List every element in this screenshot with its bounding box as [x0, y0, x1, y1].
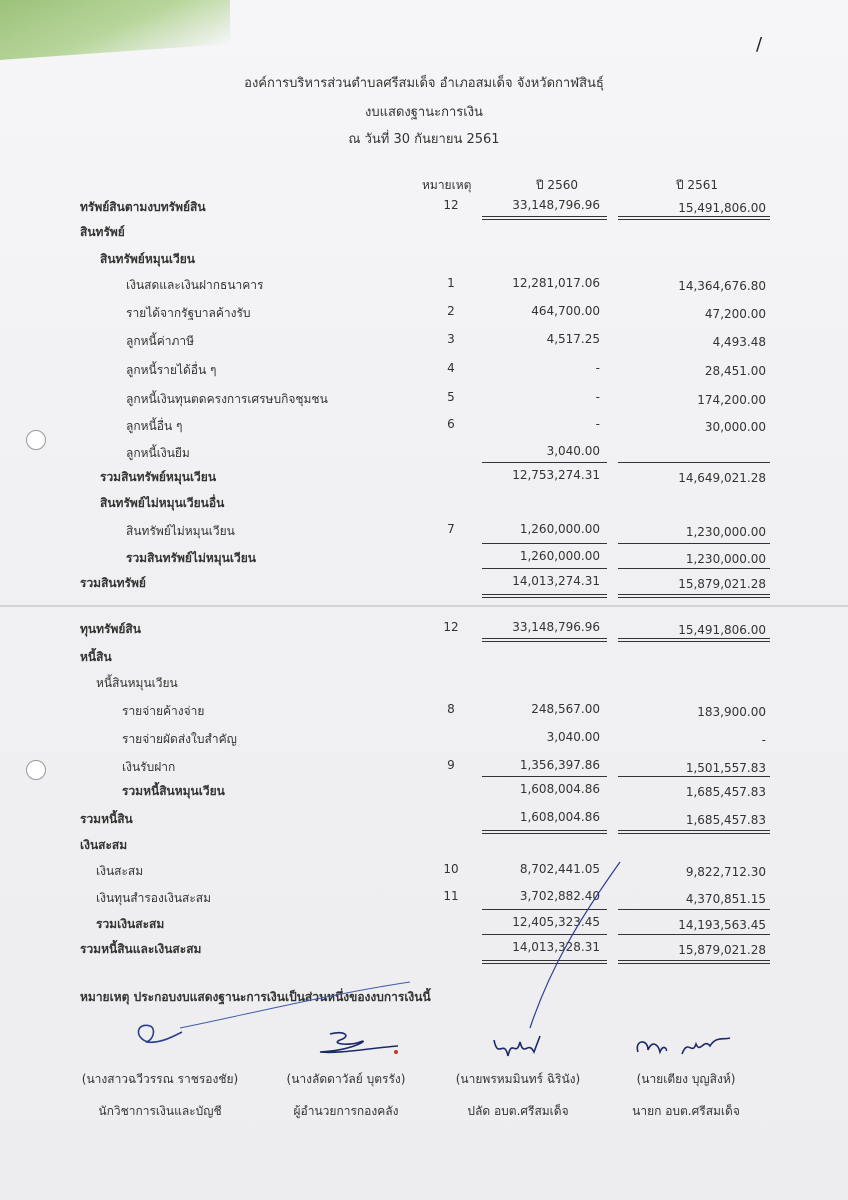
row-value-2561: 15,491,806.00 [678, 623, 766, 637]
signatory-2-role: ผู้อำนวยการกองคลัง [293, 1104, 399, 1118]
row-label: ลูกหนี้รายได้อื่น ๆ [126, 363, 217, 377]
row-value-2561: 15,879,021.28 [678, 577, 766, 591]
row-value-2560: - [595, 390, 600, 404]
row-value-2561: 174,200.00 [697, 393, 766, 407]
signature-stroke-line [180, 858, 640, 1038]
rule-line [482, 594, 607, 595]
row-value-2560: 14,013,328.31 [512, 940, 600, 954]
rule-line [482, 462, 607, 463]
row-label: รวมสินทรัพย์ [80, 576, 146, 590]
rule-line [618, 638, 770, 639]
rule-line [482, 543, 607, 544]
row-label: หนี้สิน [80, 650, 112, 664]
row-value-2560: 4,517.25 [546, 332, 600, 346]
row-value-2560: 3,040.00 [546, 444, 600, 458]
rule-line [482, 638, 607, 639]
row-value-2561: 14,649,021.28 [678, 471, 766, 485]
paper-fold [0, 605, 848, 607]
rule-line [482, 776, 607, 777]
rule-line [482, 216, 607, 217]
row-label: ทุนทรัพย์สิน [80, 622, 141, 636]
row-label: หนี้สินหมุนเวียน [96, 676, 178, 690]
rule-line [618, 462, 770, 463]
rule-line [618, 934, 770, 935]
row-note: 2 [447, 304, 455, 318]
signature-4 [630, 1030, 740, 1064]
rule-line [482, 641, 607, 642]
row-value-2560: 464,700.00 [531, 304, 600, 318]
row-label: สินทรัพย์หมุนเวียน [100, 252, 195, 266]
row-label: รวมหนี้สินและเงินสะสม [80, 942, 202, 956]
row-value-2560: 1,608,004.86 [519, 782, 600, 796]
rule-line [618, 776, 770, 777]
row-value-2560: 33,148,796.96 [512, 620, 600, 634]
row-label: สินทรัพย์ [80, 225, 125, 239]
row-value-2561: 1,230,000.00 [685, 525, 766, 539]
statement-title: งบแสดงฐานะการเงิน [365, 105, 483, 120]
rule-line [618, 594, 770, 595]
punch-hole-bottom [26, 760, 46, 780]
row-value-2560: 1,608,004.86 [519, 810, 600, 824]
row-value-2561: 1,230,000.00 [685, 552, 766, 566]
rule-line [618, 833, 770, 834]
statement-date: ณ วันที่ 30 กันยายน 2561 [348, 132, 500, 147]
row-label: รวมสินทรัพย์ไม่หมุนเวียน [126, 551, 256, 565]
col-y2-header: ปี 2561 [676, 178, 718, 192]
row-note: 1 [447, 276, 455, 290]
row-label: รายจ่ายผัดส่งใบสำคัญ [122, 732, 237, 746]
row-label: รวมเงินสะสม [96, 917, 165, 931]
row-label: ลูกหนี้เงินยืม [126, 446, 190, 460]
row-label: ทรัพย์สินตามงบทรัพย์สิน [80, 200, 206, 214]
row-label: รวมหนี้สินหมุนเวียน [122, 784, 225, 798]
rule-line [482, 568, 607, 569]
row-note: 11 [443, 889, 459, 903]
row-value-2561: 15,879,021.28 [678, 943, 766, 957]
row-note: 8 [447, 702, 455, 716]
rule-line [618, 909, 770, 910]
row-value-2560: 8,702,441.05 [519, 862, 600, 876]
row-label: เงินรับฝาก [122, 760, 176, 774]
row-label: สินทรัพย์ไม่หมุนเวียน [126, 524, 235, 538]
row-value-2561: 15,491,806.00 [678, 201, 766, 215]
signatory-3-name: (นายพรหมมินทร์ ฉิรินัง) [455, 1072, 581, 1086]
rule-line [618, 219, 770, 220]
row-label: เงินสะสม [80, 838, 128, 852]
rule-line [618, 963, 770, 964]
row-value-2561: 14,193,563.45 [678, 918, 766, 932]
row-value-2561: 28,451.00 [704, 364, 766, 378]
row-value-2560: 1,260,000.00 [519, 522, 600, 536]
row-label: ลูกหนี้ค่าภาษี [126, 334, 195, 348]
rule-line [618, 543, 770, 544]
rule-line [482, 833, 607, 834]
row-value-2560: 12,281,017.06 [512, 276, 600, 290]
rule-line [618, 960, 770, 961]
col-note-header: หมายเหตุ [422, 178, 472, 192]
row-note: 12 [443, 198, 459, 212]
rule-line [618, 597, 770, 598]
signatory-1-name: (นางสาวฉวีวรรณ ราชรองชัย) [81, 1072, 239, 1086]
rule-line [482, 219, 607, 220]
rule-line [482, 830, 607, 831]
org-name: องค์การบริหารส่วนตำบลศรีสมเด็จ อำเภอสมเด็จ จังหวัดกาฬสินธุ์ [244, 76, 604, 91]
row-label: ลูกหนี้เงินทุนตดครงการเศรษบกิจชุมชน [126, 392, 328, 406]
rule-line [618, 830, 770, 831]
rule-line [618, 641, 770, 642]
row-label: เงินทุนสำรองเงินสะสม [96, 891, 212, 905]
row-value-2560: 1,356,397.86 [519, 758, 600, 772]
row-value-2561: 30,000.00 [704, 420, 766, 434]
row-label: สินทรัพย์ไม่หมุนเวียนอื่น [100, 496, 225, 510]
row-value-2560: 14,013,274.31 [512, 574, 600, 588]
row-note: 12 [443, 620, 459, 634]
row-label: ลูกหนี้อื่น ๆ [126, 419, 183, 433]
row-value-2560: 248,567.00 [531, 702, 600, 716]
row-value-2560: 12,753,274.31 [512, 468, 600, 482]
row-value-2561: 4,493.48 [712, 335, 766, 349]
signatory-1-role: นักวิชาการเงินและบัญชี [98, 1104, 222, 1118]
row-note: 4 [447, 361, 455, 375]
signatory-2-name: (นางลัดดาวัลย์ บุตรรัง) [286, 1072, 406, 1086]
row-note: 5 [447, 390, 455, 404]
row-value-2561: 14,364,676.80 [678, 279, 766, 293]
rule-line [482, 597, 607, 598]
row-value-2560: 12,405,323.45 [512, 915, 600, 929]
signatory-4-name: (นายเตียง บุญสิงห์) [636, 1072, 736, 1086]
col-y1-header: ปี 2560 [536, 178, 578, 192]
row-label: รายได้จากรัฐบาลค้างรับ [126, 306, 251, 320]
row-note: 10 [443, 862, 459, 876]
row-value-2561: - [761, 733, 766, 747]
footnote-text: หมายเหตุ ประกอบงบแสดงฐานะการเงินเป็นส่วนหนึ่งของงบการเงินนี้ [80, 990, 431, 1004]
row-value-2561: 1,501,557.83 [685, 761, 766, 775]
row-value-2561: 4,370,851.15 [685, 892, 766, 906]
row-value-2561: 183,900.00 [697, 705, 766, 719]
row-value-2560: 1,260,000.00 [519, 549, 600, 563]
row-note: 3 [447, 332, 455, 346]
row-value-2561: 1,685,457.83 [685, 813, 766, 827]
rule-line [618, 568, 770, 569]
row-label: เงินสดและเงินฝากธนาคาร [126, 278, 264, 292]
row-note: 9 [447, 758, 455, 772]
row-label: รวมหนี้สิน [80, 812, 133, 826]
row-value-2560: - [595, 361, 600, 375]
rule-line [618, 216, 770, 217]
row-value-2560: 3,702,882.40 [519, 889, 600, 903]
green-folder-tab [0, 0, 230, 60]
row-label: เงินสะสม [96, 864, 144, 878]
signatory-4-role: นายก อบต.ศรีสมเด็จ [632, 1104, 740, 1118]
row-note: 7 [447, 522, 455, 536]
row-label: รายจ่ายค้างจ่าย [122, 704, 205, 718]
row-value-2560: - [595, 417, 600, 431]
row-value-2560: 33,148,796.96 [512, 198, 600, 212]
row-value-2560: 3,040.00 [546, 730, 600, 744]
signatory-3-role: ปลัด อบต.ศรีสมเด็จ [467, 1104, 569, 1118]
punch-hole-top [26, 430, 46, 450]
row-label: รวมสินทรัพย์หมุนเวียน [100, 470, 217, 484]
corner-mark: / [756, 34, 763, 55]
row-value-2561: 1,685,457.83 [685, 785, 766, 799]
row-note: 6 [447, 417, 455, 431]
row-value-2561: 9,822,712.30 [685, 865, 766, 879]
row-value-2561: 47,200.00 [704, 307, 766, 321]
